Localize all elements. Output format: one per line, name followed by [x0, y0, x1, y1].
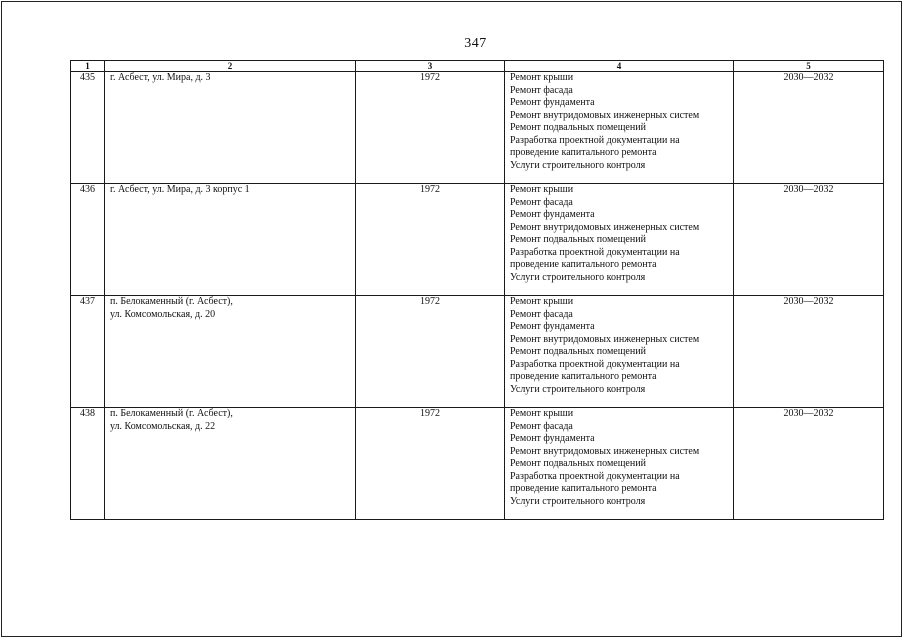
year-cell: 1972 [356, 72, 505, 184]
work-item: Ремонт фасада [510, 420, 573, 432]
period-cell: 2030—2032 [734, 72, 884, 184]
address-line: г. Асбест, ул. Мира, д. 3 [110, 72, 211, 83]
table-row [71, 408, 884, 520]
address-line: п. Белокаменный (г. Асбест), [110, 296, 233, 307]
column-header-1: 1 [71, 61, 105, 72]
period-cell: 2030—2032 [734, 184, 884, 296]
work-item: Ремонт подвальных помещений [510, 234, 646, 245]
address-cell [105, 296, 356, 408]
column-header-3: 3 [356, 61, 505, 72]
page-number: 347 [464, 36, 487, 51]
period-cell: 2030—2032 [734, 408, 884, 520]
column-header-4: 4 [505, 61, 734, 72]
work-item: проведение капитального ремонта [510, 259, 657, 270]
row-number: 438 [71, 408, 105, 520]
work-item: Услуги строительного контроля [510, 159, 646, 171]
work-item: Ремонт фундамента [510, 433, 595, 444]
work-item: проведение капитального ремонта [510, 483, 657, 494]
row-number: 435 [71, 72, 105, 184]
work-item: Ремонт фасада [510, 308, 573, 320]
works-cell [505, 408, 734, 520]
year-cell: 1972 [356, 296, 505, 408]
address-line: ул. Комсомольская, д. 22 [110, 420, 216, 432]
work-item: Ремонт подвальных помещений [510, 346, 646, 357]
work-item: Ремонт фасада [510, 84, 573, 96]
address-line: г. Асбест, ул. Мира, д. 3 корпус 1 [110, 184, 250, 195]
period-cell: 2030—2032 [734, 296, 884, 408]
work-item: Разработка проектной документации на [510, 358, 680, 370]
work-item: Ремонт крыши [510, 72, 574, 83]
work-item: Ремонт внутридомовых инженерных систем [510, 333, 700, 345]
work-item: Ремонт фасада [510, 196, 573, 208]
work-item: Ремонт крыши [510, 296, 574, 307]
year-cell: 1972 [356, 408, 505, 520]
work-item: Разработка проектной документации на [510, 470, 680, 482]
header-row [71, 61, 884, 72]
work-item: Услуги строительного контроля [510, 495, 646, 507]
work-item: Ремонт фундамента [510, 321, 595, 332]
work-item: проведение капитального ремонта [510, 147, 657, 158]
work-item: Ремонт крыши [510, 408, 574, 419]
works-cell [505, 184, 734, 296]
row-number: 436 [71, 184, 105, 296]
works-cell [505, 72, 734, 184]
address-line: ул. Комсомольская, д. 20 [110, 308, 216, 320]
row-number: 437 [71, 296, 105, 408]
work-item: проведение капитального ремонта [510, 371, 657, 382]
address-line: п. Белокаменный (г. Асбест), [110, 408, 233, 419]
work-item: Ремонт подвальных помещений [510, 122, 646, 133]
work-item: Ремонт внутридомовых инженерных систем [510, 445, 700, 457]
table-row [71, 72, 884, 184]
capital-repair-table [70, 60, 884, 520]
column-header-5: 5 [734, 61, 884, 72]
work-item: Ремонт фундамента [510, 209, 595, 220]
work-item: Ремонт внутридомовых инженерных систем [510, 109, 700, 121]
work-item: Услуги строительного контроля [510, 383, 646, 395]
work-item: Разработка проектной документации на [510, 134, 680, 146]
table-row [71, 296, 884, 408]
work-item: Ремонт фундамента [510, 97, 595, 108]
work-item: Услуги строительного контроля [510, 271, 646, 283]
column-header-2: 2 [105, 61, 356, 72]
address-cell [105, 408, 356, 520]
address-cell [105, 72, 356, 184]
table-row [71, 184, 884, 296]
year-cell: 1972 [356, 184, 505, 296]
work-item: Ремонт крыши [510, 184, 574, 195]
work-item: Ремонт подвальных помещений [510, 458, 646, 469]
works-cell [505, 296, 734, 408]
work-item: Разработка проектной документации на [510, 246, 680, 258]
work-item: Ремонт внутридомовых инженерных систем [510, 221, 700, 233]
address-cell [105, 184, 356, 296]
